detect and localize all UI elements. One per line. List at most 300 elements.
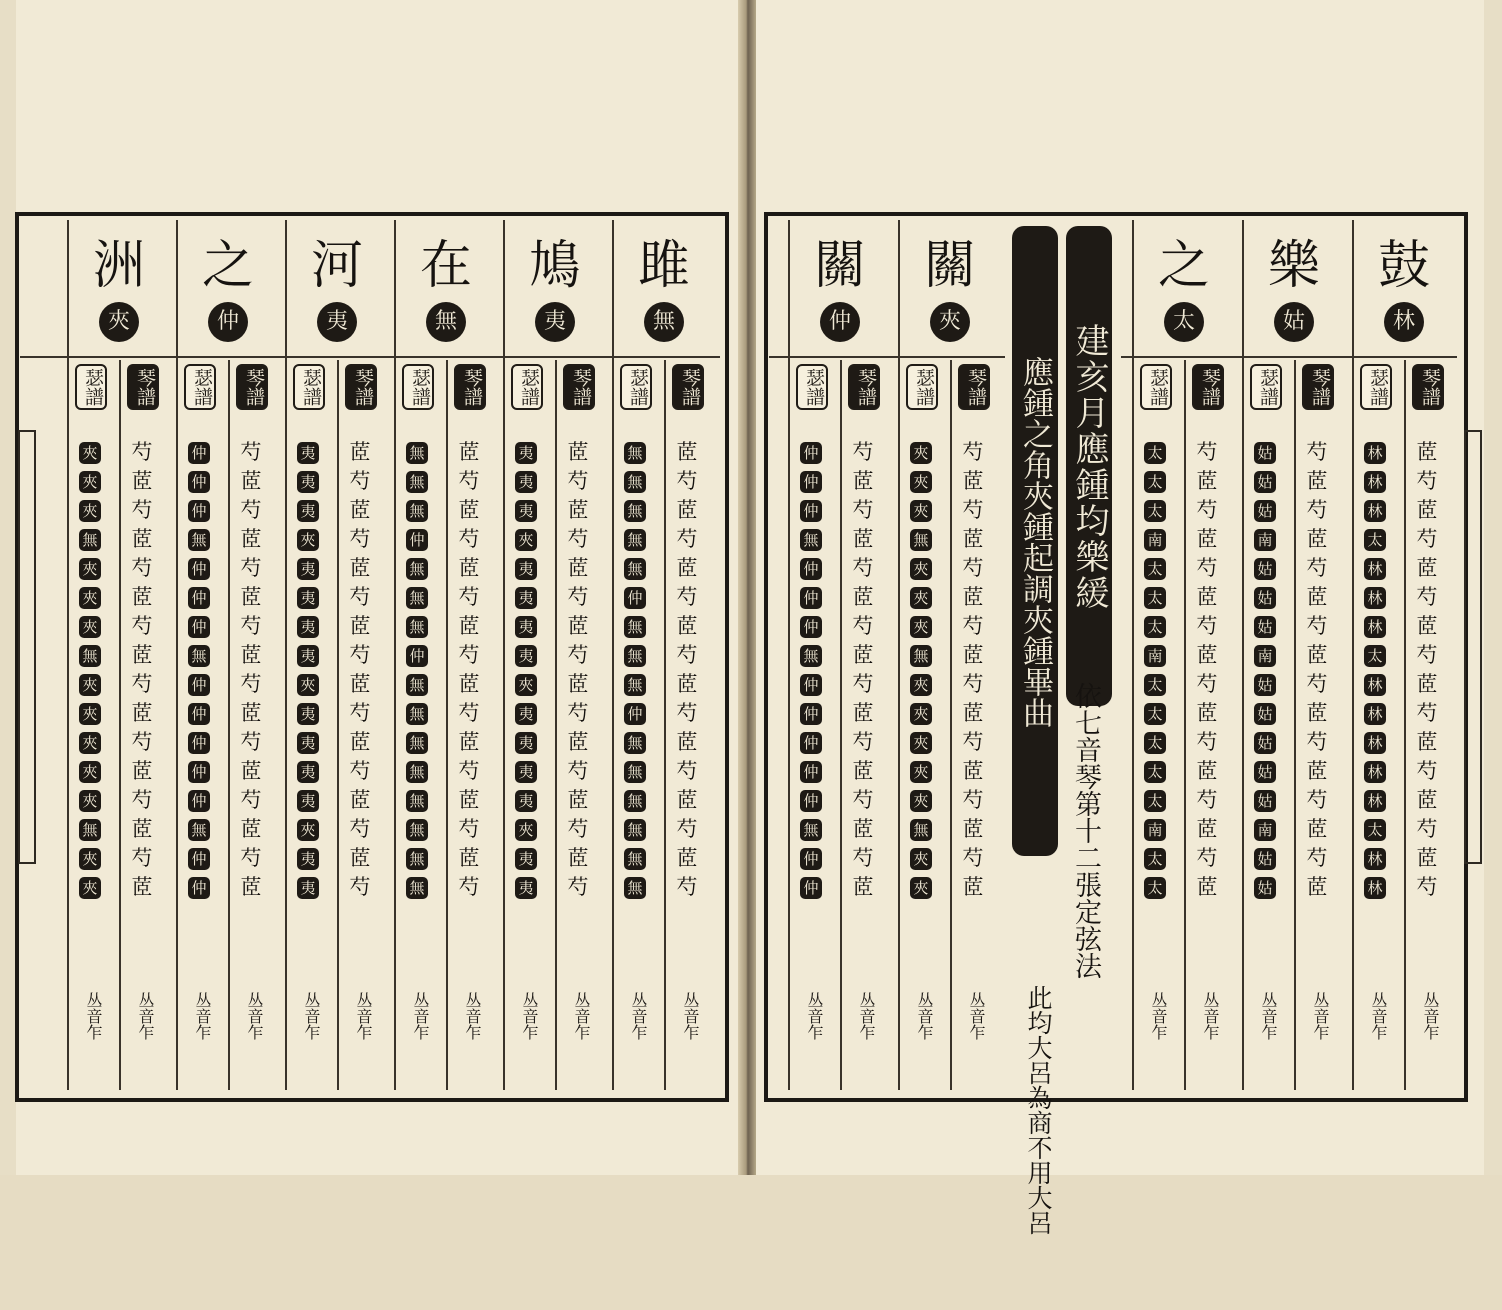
se-note [509, 786, 543, 815]
se-note-glyph: 夾 [79, 616, 101, 638]
qin-note: 茝 [676, 672, 698, 696]
qin-note: 茝 [1306, 585, 1328, 609]
qin-note: 芍 [1196, 498, 1218, 522]
qin-note: 茝 [1416, 556, 1438, 580]
se-note [1248, 815, 1282, 844]
qin-note: 芍 [1306, 788, 1328, 812]
se-note [1248, 612, 1282, 641]
qin-tablature-label: 琴譜 [958, 364, 990, 410]
lyric-character: 鳩 [528, 236, 581, 296]
lyric-cell [285, 220, 389, 356]
qin-note: 茝 [131, 585, 153, 609]
se-note-glyph: 夾 [79, 674, 101, 696]
qin-notation-column [950, 360, 1002, 1080]
se-note-glyph: 仲 [188, 558, 210, 580]
se-note [400, 786, 434, 815]
lyric-cell [788, 220, 892, 356]
se-note [182, 728, 216, 757]
se-note [1358, 844, 1392, 873]
se-note-glyph: 夾 [79, 790, 101, 812]
qin-note: 茝 [458, 498, 480, 522]
qin-note: 芍 [676, 817, 698, 841]
se-note [794, 554, 828, 583]
qin-note: 芍 [1416, 469, 1438, 493]
se-note [400, 815, 434, 844]
qin-note: 芍 [567, 817, 589, 841]
se-notation-column [394, 360, 446, 1080]
column-footnote: 丛音乍 [1149, 992, 1168, 1040]
se-note [904, 757, 938, 786]
se-note [73, 554, 107, 583]
se-note-glyph: 姑 [1254, 500, 1276, 522]
qin-note: 茝 [1196, 817, 1218, 841]
se-note-glyph: 仲 [800, 587, 822, 609]
qin-note: 茝 [676, 614, 698, 638]
qin-note: 芍 [1306, 672, 1328, 696]
lyric-cell [176, 220, 280, 356]
se-note-glyph: 仲 [800, 674, 822, 696]
column-divider [394, 220, 396, 1090]
qin-note: 茝 [567, 614, 589, 638]
qin-note: 茝 [852, 469, 874, 493]
se-note-list [618, 438, 652, 902]
qin-note: 芍 [458, 527, 480, 551]
se-note-glyph: 姑 [1254, 732, 1276, 754]
se-note-glyph: 夷 [297, 761, 319, 783]
se-note-glyph: 夷 [515, 558, 537, 580]
qin-note: 芍 [852, 730, 874, 754]
qin-note: 茝 [240, 759, 262, 783]
se-note [794, 496, 828, 525]
se-note-glyph: 無 [624, 645, 646, 667]
qin-note: 芍 [1196, 846, 1218, 870]
se-note [904, 699, 938, 728]
qin-note: 茝 [1416, 614, 1438, 638]
se-note-glyph: 無 [188, 529, 210, 551]
qin-tablature-label: 琴譜 [236, 364, 268, 410]
se-note [904, 496, 938, 525]
se-note [904, 873, 938, 902]
se-note [1138, 873, 1172, 902]
qin-note: 茝 [852, 585, 874, 609]
right-margin-mark [1464, 430, 1482, 864]
se-note [1358, 554, 1392, 583]
tuning-note-text: 依七音琴第十二張定弦法 [1070, 681, 1101, 979]
se-note-list [509, 438, 543, 902]
se-note [904, 641, 938, 670]
qin-note: 芍 [131, 440, 153, 464]
qin-note: 茝 [1196, 585, 1218, 609]
qin-note: 茝 [349, 498, 371, 522]
se-note-glyph: 無 [624, 877, 646, 899]
se-note [291, 873, 325, 902]
se-note-glyph: 姑 [1254, 558, 1276, 580]
se-note-glyph: 姑 [1254, 471, 1276, 493]
qin-note: 茝 [458, 672, 480, 696]
se-note-glyph: 無 [406, 471, 428, 493]
lyric-cell [1352, 220, 1456, 356]
qin-note: 茝 [1306, 643, 1328, 667]
se-note [400, 438, 434, 467]
qin-note: 茝 [240, 875, 262, 899]
qin-note: 芍 [567, 643, 589, 667]
qin-note: 芍 [240, 846, 262, 870]
qin-note: 芍 [852, 614, 874, 638]
se-note-glyph: 夾 [910, 790, 932, 812]
se-note-glyph: 夾 [515, 674, 537, 696]
se-note-glyph: 無 [910, 529, 932, 551]
se-note-glyph: 仲 [800, 471, 822, 493]
se-note-glyph: 林 [1364, 471, 1386, 493]
se-note [400, 728, 434, 757]
se-note-glyph: 夾 [515, 529, 537, 551]
column-footnote: 丛音乍 [411, 992, 430, 1040]
se-note-glyph: 太 [1144, 732, 1166, 754]
column-footnote: 丛音乍 [681, 992, 700, 1040]
qin-note: 茝 [962, 817, 984, 841]
se-note [1138, 525, 1172, 554]
qin-note: 茝 [676, 498, 698, 522]
se-note-glyph: 無 [188, 645, 210, 667]
se-note-glyph: 無 [624, 819, 646, 841]
se-note-glyph: 夾 [910, 616, 932, 638]
qin-note: 芍 [1416, 817, 1438, 841]
lyric-character: 鼓 [1377, 236, 1430, 296]
se-note [794, 699, 828, 728]
se-note [182, 699, 216, 728]
qin-note: 芍 [852, 672, 874, 696]
se-note [400, 525, 434, 554]
qin-note-list [846, 438, 880, 902]
se-note [1358, 728, 1392, 757]
se-note-glyph: 夷 [297, 877, 319, 899]
qin-note: 茝 [567, 498, 589, 522]
se-note-glyph: 太 [1144, 674, 1166, 696]
se-note-glyph: 仲 [188, 587, 210, 609]
se-note-glyph: 仲 [800, 877, 822, 899]
se-note [1138, 670, 1172, 699]
qin-note: 茝 [852, 527, 874, 551]
column-footnote: 丛音乍 [302, 992, 321, 1040]
qin-note: 芍 [676, 585, 698, 609]
se-note-list [1358, 438, 1392, 902]
se-note-glyph: 夾 [910, 732, 932, 754]
pitch-note-circle: 仲 [208, 302, 248, 342]
se-note [400, 467, 434, 496]
se-note-glyph: 夾 [79, 471, 101, 493]
qin-note: 茝 [240, 817, 262, 841]
se-note-glyph: 夷 [515, 587, 537, 609]
qin-note: 茝 [676, 440, 698, 464]
qin-note: 茝 [458, 556, 480, 580]
qin-note: 茝 [676, 846, 698, 870]
se-note-glyph: 林 [1364, 674, 1386, 696]
se-note [182, 467, 216, 496]
qin-tablature-label: 琴譜 [1302, 364, 1334, 410]
se-note-glyph: 太 [1144, 558, 1166, 580]
qin-note: 芍 [458, 759, 480, 783]
column-footnote: 丛音乍 [193, 992, 212, 1040]
qin-note: 茝 [567, 846, 589, 870]
banner-tuning [1012, 226, 1058, 856]
qin-notation-column [1184, 360, 1236, 1080]
se-note-glyph: 夷 [297, 471, 319, 493]
se-note [794, 641, 828, 670]
lyric-character: 雎 [637, 236, 690, 296]
se-tablature-label: 瑟譜 [1360, 364, 1392, 410]
qin-note: 茝 [1196, 527, 1218, 551]
se-note-glyph: 太 [1144, 616, 1166, 638]
se-note-glyph: 無 [406, 587, 428, 609]
se-note-glyph: 仲 [624, 587, 646, 609]
qin-notation-column [446, 360, 498, 1080]
se-note [904, 670, 938, 699]
qin-note: 芍 [567, 585, 589, 609]
se-note-glyph: 無 [624, 442, 646, 464]
qin-note: 茝 [1196, 469, 1218, 493]
qin-note-list [956, 438, 990, 902]
se-note [182, 612, 216, 641]
qin-notation-column [119, 360, 171, 1080]
se-note-glyph: 無 [406, 732, 428, 754]
se-note-glyph: 南 [1254, 529, 1276, 551]
se-note-glyph: 無 [188, 819, 210, 841]
se-note-glyph: 太 [1144, 500, 1166, 522]
qin-note: 茝 [1196, 643, 1218, 667]
se-note [904, 554, 938, 583]
qin-note: 芍 [1306, 440, 1328, 464]
se-notation-column [788, 360, 840, 1080]
se-note-glyph: 無 [406, 790, 428, 812]
qin-note: 茝 [962, 643, 984, 667]
se-note-glyph: 林 [1364, 761, 1386, 783]
subcolumn-divider [840, 360, 842, 1090]
se-note-glyph: 夷 [515, 877, 537, 899]
se-note-glyph: 夾 [910, 558, 932, 580]
column-footnote: 丛音乍 [805, 992, 824, 1040]
qin-note: 芍 [1196, 730, 1218, 754]
se-note [1248, 583, 1282, 612]
qin-note: 茝 [458, 730, 480, 754]
se-note-glyph: 仲 [800, 558, 822, 580]
se-note [509, 815, 543, 844]
qin-note: 芍 [349, 701, 371, 725]
se-tablature-label: 瑟譜 [75, 364, 107, 410]
se-note-glyph: 夾 [79, 732, 101, 754]
se-tablature-label: 瑟譜 [1250, 364, 1282, 410]
se-note-glyph: 太 [1144, 587, 1166, 609]
qin-note: 芍 [962, 556, 984, 580]
qin-note: 茝 [131, 527, 153, 551]
se-notation-column [67, 360, 119, 1080]
qin-note: 芍 [852, 440, 874, 464]
right-header-rule-left [769, 356, 1005, 358]
se-note-glyph: 無 [624, 790, 646, 812]
se-note [1138, 728, 1172, 757]
qin-note: 茝 [458, 788, 480, 812]
se-note-glyph: 南 [1254, 645, 1276, 667]
lyric-character: 在 [419, 236, 472, 296]
se-note [1138, 844, 1172, 873]
qin-note: 芍 [852, 846, 874, 870]
qin-note-list [1190, 438, 1224, 902]
se-note [400, 757, 434, 786]
left-margin-mark [18, 430, 36, 864]
qin-note-list [452, 438, 486, 902]
se-note [509, 699, 543, 728]
qin-note: 茝 [567, 440, 589, 464]
se-note-glyph: 無 [624, 761, 646, 783]
center-text-panel [1004, 220, 1120, 1235]
book-gutter [738, 0, 756, 1175]
se-note-glyph: 南 [1144, 529, 1166, 551]
se-note-glyph: 夾 [79, 558, 101, 580]
se-note-glyph: 仲 [188, 674, 210, 696]
se-note [1248, 728, 1282, 757]
se-note-glyph: 夷 [515, 703, 537, 725]
lyric-character: 洲 [92, 236, 145, 296]
se-note [1248, 670, 1282, 699]
qin-note: 芍 [852, 788, 874, 812]
qin-note: 茝 [131, 643, 153, 667]
se-note-glyph: 夾 [79, 703, 101, 725]
pitch-note-circle: 無 [426, 302, 466, 342]
se-note [1248, 467, 1282, 496]
se-note [291, 670, 325, 699]
se-note [291, 496, 325, 525]
qin-note: 芍 [962, 614, 984, 638]
column-footnote: 丛音乍 [354, 992, 373, 1040]
se-notation-column [1352, 360, 1404, 1080]
se-note [618, 757, 652, 786]
se-note-glyph: 仲 [188, 500, 210, 522]
qin-note: 茝 [240, 643, 262, 667]
column-divider [176, 220, 178, 1090]
se-note [1138, 641, 1172, 670]
se-note [1248, 873, 1282, 902]
qin-note: 芍 [1306, 846, 1328, 870]
se-note-glyph: 無 [406, 761, 428, 783]
se-note [400, 670, 434, 699]
se-note [1358, 496, 1392, 525]
qin-note: 茝 [1306, 817, 1328, 841]
se-tablature-label: 瑟譜 [511, 364, 543, 410]
se-note-glyph: 無 [406, 877, 428, 899]
qin-note: 芍 [567, 759, 589, 783]
lyric-cell [1242, 220, 1346, 356]
qin-note: 芍 [349, 759, 371, 783]
se-note-glyph: 姑 [1254, 616, 1276, 638]
se-note [73, 757, 107, 786]
subcolumn-divider [1404, 360, 1406, 1090]
se-note [618, 844, 652, 873]
se-note-list [182, 438, 216, 902]
se-note [904, 583, 938, 612]
se-note-glyph: 太 [1144, 471, 1166, 493]
qin-note: 芍 [676, 701, 698, 725]
subcolumn-divider [1184, 360, 1186, 1090]
se-note [291, 438, 325, 467]
qin-note: 茝 [962, 585, 984, 609]
se-note [618, 815, 652, 844]
se-note [904, 844, 938, 873]
se-note-glyph: 無 [624, 529, 646, 551]
se-note-glyph: 夷 [297, 616, 319, 638]
lyric-character: 關 [813, 236, 866, 296]
se-note [509, 670, 543, 699]
se-note [794, 757, 828, 786]
se-note-glyph: 林 [1364, 442, 1386, 464]
qin-note: 芍 [962, 440, 984, 464]
se-note-list [904, 438, 938, 902]
qin-note: 茝 [1416, 730, 1438, 754]
qin-note: 茝 [349, 846, 371, 870]
se-note [400, 844, 434, 873]
column-divider [788, 220, 790, 1090]
se-note [1358, 757, 1392, 786]
qin-note: 芍 [240, 730, 262, 754]
column-footnote: 丛音乍 [84, 992, 103, 1040]
column-divider [1132, 220, 1134, 1090]
se-note [182, 438, 216, 467]
se-note-glyph: 仲 [188, 471, 210, 493]
se-note [509, 612, 543, 641]
qin-note: 茝 [567, 788, 589, 812]
qin-note: 茝 [962, 759, 984, 783]
column-footnote: 丛音乍 [1421, 992, 1440, 1040]
qin-note: 茝 [349, 440, 371, 464]
se-note-glyph: 仲 [188, 732, 210, 754]
se-note-glyph: 夷 [297, 587, 319, 609]
se-note [1248, 641, 1282, 670]
se-note-glyph: 南 [1144, 645, 1166, 667]
se-note-glyph: 太 [1144, 703, 1166, 725]
se-note [291, 641, 325, 670]
se-note [618, 612, 652, 641]
pitch-note-circle: 夷 [317, 302, 357, 342]
se-note-glyph: 無 [624, 558, 646, 580]
qin-note-list [234, 438, 268, 902]
left-header-rule [20, 356, 720, 358]
se-note-glyph: 夾 [910, 500, 932, 522]
se-note-glyph: 夾 [910, 442, 932, 464]
lyric-cell [67, 220, 171, 356]
qin-notation-column [840, 360, 892, 1080]
qin-note: 芍 [131, 730, 153, 754]
column-footnote: 丛音乍 [857, 992, 876, 1040]
se-note [509, 873, 543, 902]
qin-note: 茝 [240, 469, 262, 493]
column-divider [67, 220, 69, 1090]
se-note [618, 525, 652, 554]
qin-note: 芍 [1416, 527, 1438, 551]
se-note [1358, 641, 1392, 670]
se-note-glyph: 夾 [297, 529, 319, 551]
qin-note: 芍 [349, 875, 371, 899]
se-note-glyph: 夾 [910, 703, 932, 725]
qin-note: 芍 [131, 788, 153, 812]
se-note [291, 844, 325, 873]
qin-note: 茝 [962, 875, 984, 899]
qin-note: 芍 [1196, 614, 1218, 638]
qin-note: 芍 [1306, 614, 1328, 638]
se-note-glyph: 林 [1364, 877, 1386, 899]
se-note [182, 496, 216, 525]
se-tablature-label: 瑟譜 [906, 364, 938, 410]
se-note-glyph: 仲 [800, 703, 822, 725]
se-note-glyph: 夾 [515, 819, 537, 841]
se-note-glyph: 太 [1144, 790, 1166, 812]
